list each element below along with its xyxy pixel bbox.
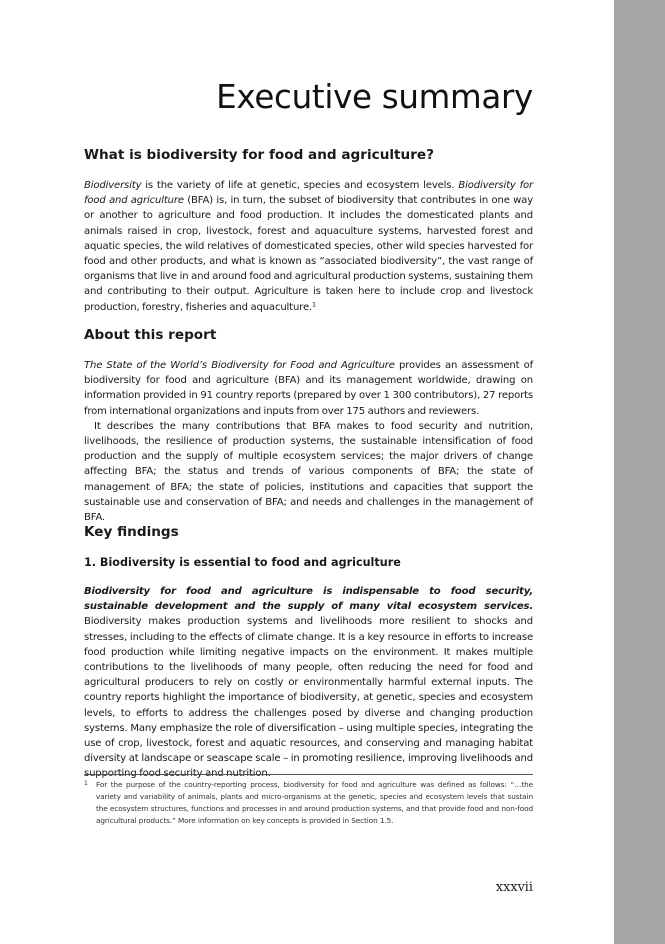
- page-edge-band: [614, 0, 665, 944]
- term-bfa: Biodiversity for food and agriculture: [84, 180, 533, 207]
- page-number: xxxvii: [495, 880, 533, 895]
- footnote-mark: 1: [84, 780, 88, 787]
- paragraph-finding-1: Biodiversity for food and agriculture is indispensable to food security, sustainable development and the supply of many vital ecosystem services. Biodiversity makes production systems and livelihoods more resilient to shocks and stresses, including to the effects of climate change. It is a key resource in efforts to increase food production while limiting negative impacts on the environment. It makes multiple contributions to the livelihoods of many people, often reducing the need for food and agricultural producers to rely on costly or environmentally harmful external inputs. The country reports highlight the importance of biodiversity, at genetic, species and ecosystem levels, to efforts to address the challenges posed by diverse and changing production systems. Many emphasize the role of diversification – using multiple species, integrating the use of crop, livestock, forest and aquatic resources, and conserving and managing habitat diversity at landscape or seascape scale – in promoting resilience, improving livelihoods and supporting food security and nutrition.: [84, 586, 533, 780]
- paragraph-bfa-definition: Biodiversity is the variety of life at genetic, species and ecosystem levels. Biodiversity for food and agriculture (BFA) is, in turn, the subset of biodiversity that contributes in one way or another to agriculture and food production. It includes the domesticated plants and animals raised in crop, livestock, forest and aquaculture systems, harvested forest and aquatic species, the wild relatives of domesticated species, other wild species harvested for food and other products, and what is known as “associated biodiversity”, the vast range of organisms that live in and around food and agricultural production systems, sustaining them and contributing to their output. Agriculture is taken here to include crop and livestock production, forestry, fisheries and aquaculture.$^1$: [84, 180, 533, 313]
- report-title: The State of the World’s Biodiversity for Food and Agriculture: [84, 360, 395, 371]
- paragraph-about-report: The State of the World’s Biodiversity for Food and Agriculture provides an assessment of biodiversity for food and agriculture (BFA) and its management worldwide, drawing on information provided in 91 country reports (prepared by over 1 300 contributors), 27 reports from international organizations and inputs from over 175 authors and reviewers. It describes the many contributions that BFA makes to food security and nutrition, livelihoods, the resilience of production systems, the sustainable intensification of food production and the supply of multiple ecosystem services; the major drivers of change affecting BFA; the status and trends of various components of BFA; the state of management of BFA; the state of policies, institutions and capacities that support the sustainable use and conservation of BFA; and needs and challenges in the management of BFA.: [84, 358, 533, 525]
- footnote-text: For the purpose of the country-reporting process, biodiversity for food and agriculture was defined as follows: “…the variety and variability of animals, plants and micro-organisms at the genetic, species and ecosystem levels that sustain the ecosystem structures, functions and processes in and around production systems, and that provide food and non-food agricultural products.” More information on key concepts is provided in Section 1.5.: [96, 780, 533, 825]
- term-biodiversity: Biodiversity: [84, 180, 142, 191]
- footnote: [84, 779, 533, 827]
- page-title: Executive summary: [216, 78, 533, 116]
- footnote-reference[interactable]: 1: [312, 300, 317, 309]
- section-heading-about-report: About this report: [84, 327, 217, 343]
- section-heading-key-findings: Key findings: [84, 524, 179, 540]
- finding-heading-1: 1. Biodiversity is essential to food and agriculture: [84, 556, 401, 569]
- footnote-divider: [84, 774, 533, 775]
- finding-1-lead: Biodiversity for food and agriculture is indispensable to food security, sustainable development and the supply of many vital ecosystem services.: [84, 586, 533, 613]
- section-heading-what-is-bfa: What is biodiversity for food and agriculture?: [84, 147, 435, 163]
- paragraph-report-scope: It describes the many contributions that BFA makes to food security and nutrition, livelihoods, the resilience of production systems, the sustainable intensification of food production and the supply of multiple ecosystem services; the major drivers of change affecting BFA; the status and trends of various components of BFA; the state of management of BFA; the state of policies, institutions and capacities that support the sustainable use and conservation of BFA; and needs and challenges in the management of BFA.: [84, 420, 533, 524]
